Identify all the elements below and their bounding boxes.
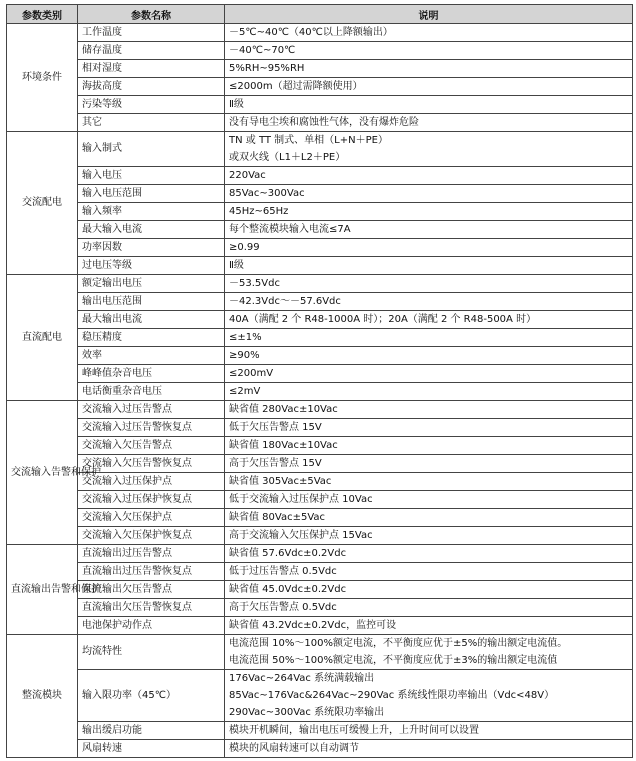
param-name-cell: 风扇转速 xyxy=(78,740,225,758)
desc-line: 45Hz~65Hz xyxy=(229,206,289,217)
param-name-cell: 输出电压范围 xyxy=(78,293,225,311)
param-desc-cell xyxy=(225,114,633,132)
desc-line: 缺省值 80Vac±5Vac xyxy=(229,512,326,523)
header-desc: 说明 xyxy=(225,5,633,24)
param-name-cell: 输入制式 xyxy=(78,132,225,167)
param-desc-cell xyxy=(225,293,633,311)
desc-line: 每个整流模块输入电流≤7A xyxy=(229,224,351,235)
desc-line: ≥0.99 xyxy=(229,242,260,253)
desc-line: 缺省值 180Vac±10Vac xyxy=(229,440,338,451)
table-row xyxy=(7,617,633,635)
param-desc-cell xyxy=(225,203,633,221)
param-desc-cell xyxy=(225,42,633,60)
desc-line: －42.3Vdc～－57.6Vdc xyxy=(229,296,341,307)
param-name-cell: 海拔高度 xyxy=(78,78,225,96)
desc-line: ≤2000m（超过需降额使用） xyxy=(229,81,363,92)
param-name-cell: 直流输出欠压告警点 xyxy=(78,581,225,599)
table-row xyxy=(7,722,633,740)
table-row xyxy=(7,132,633,167)
param-desc-cell xyxy=(225,383,633,401)
desc-line: 290Vac~300Vac 系统限功率输出 xyxy=(229,707,385,718)
param-name-cell: 输入频率 xyxy=(78,203,225,221)
param-desc-cell xyxy=(225,722,633,740)
param-name-cell: 相对湿度 xyxy=(78,60,225,78)
desc-line: TN 或 TT 制式、单相（L+N＋PE） xyxy=(229,135,388,146)
category-cell: 直流配电 xyxy=(7,275,78,401)
param-name-cell: 最大输入电流 xyxy=(78,221,225,239)
param-desc-cell xyxy=(225,509,633,527)
table-row xyxy=(7,670,633,722)
table-header-row xyxy=(7,5,633,24)
desc-line: 缺省值 45.0Vdc±0.2Vdc xyxy=(229,584,347,595)
param-name-cell: 电池保护动作点 xyxy=(78,617,225,635)
param-desc-cell xyxy=(225,545,633,563)
param-name-cell: 工作温度 xyxy=(78,24,225,42)
param-desc-cell xyxy=(225,670,633,722)
param-desc-cell xyxy=(225,419,633,437)
table-row xyxy=(7,563,633,581)
param-name-cell: 效率 xyxy=(78,347,225,365)
param-desc-cell xyxy=(225,635,633,670)
desc-line: 高于交流输入欠压保护点 15Vac xyxy=(229,530,373,541)
desc-line: 低于过压告警点 0.5Vdc xyxy=(229,566,337,577)
table-row xyxy=(7,239,633,257)
param-desc-cell xyxy=(225,132,633,167)
param-desc-cell xyxy=(225,185,633,203)
param-desc-cell xyxy=(225,617,633,635)
param-name-cell: 电话衡重杂音电压 xyxy=(78,383,225,401)
param-name-cell: 交流输入过压告警点 xyxy=(78,401,225,419)
param-name-cell: 输出缓启功能 xyxy=(78,722,225,740)
param-name-cell: 均流特性 xyxy=(78,635,225,670)
table-row xyxy=(7,167,633,185)
header-param: 参数名称 xyxy=(78,5,225,24)
param-desc-cell xyxy=(225,527,633,545)
param-name-cell: 其它 xyxy=(78,114,225,132)
param-desc-cell xyxy=(225,599,633,617)
category-cell: 交流配电 xyxy=(7,132,78,275)
desc-line: 电流范围 50%～100%额定电流，不平衡度应优于±3%的输出额定电流值 xyxy=(229,655,558,666)
table-row xyxy=(7,221,633,239)
table-row xyxy=(7,740,633,758)
param-name-cell: 交流输入欠压告警恢复点 xyxy=(78,455,225,473)
desc-line: ≤±1% xyxy=(229,332,262,343)
table-row xyxy=(7,635,633,670)
desc-line: 85Vac~176Vac&264Vac~290Vac 系统线性限功率输出（Vdc<48V） xyxy=(229,690,555,701)
table-row xyxy=(7,257,633,275)
table-row xyxy=(7,419,633,437)
param-name-cell: 稳压精度 xyxy=(78,329,225,347)
table-row xyxy=(7,293,633,311)
param-name-cell: 交流输入过压保护恢复点 xyxy=(78,491,225,509)
table-row xyxy=(7,114,633,132)
table-row xyxy=(7,24,633,42)
param-desc-cell xyxy=(225,60,633,78)
param-desc-cell xyxy=(225,740,633,758)
param-desc-cell xyxy=(225,221,633,239)
param-desc-cell xyxy=(225,401,633,419)
param-desc-cell xyxy=(225,473,633,491)
param-desc-cell xyxy=(225,491,633,509)
desc-line: 85Vac~300Vac xyxy=(229,188,305,199)
desc-line: －53.5Vdc xyxy=(229,278,280,289)
table-row xyxy=(7,60,633,78)
desc-line: 高于欠压告警点 15V xyxy=(229,458,322,469)
table-row xyxy=(7,473,633,491)
table-row xyxy=(7,347,633,365)
param-desc-cell xyxy=(225,239,633,257)
param-desc-cell xyxy=(225,78,633,96)
param-name-cell: 交流输入过压保护点 xyxy=(78,473,225,491)
table-row xyxy=(7,311,633,329)
table-row xyxy=(7,96,633,114)
desc-line: Ⅱ级 xyxy=(229,260,244,271)
table-row xyxy=(7,383,633,401)
param-desc-cell xyxy=(225,455,633,473)
table-row xyxy=(7,437,633,455)
desc-line: 40A（满配 2 个 R48-1000A 时）；20A（满配 2 个 R48-500A 时） xyxy=(229,314,537,325)
param-desc-cell xyxy=(225,167,633,185)
param-name-cell: 最大输出电流 xyxy=(78,311,225,329)
param-desc-cell xyxy=(225,347,633,365)
param-desc-cell xyxy=(225,365,633,383)
param-desc-cell xyxy=(225,563,633,581)
param-name-cell: 直流输出欠压告警恢复点 xyxy=(78,599,225,617)
table-row xyxy=(7,203,633,221)
param-desc-cell xyxy=(225,437,633,455)
param-name-cell: 污染等级 xyxy=(78,96,225,114)
desc-line: ≤2mV xyxy=(229,386,261,397)
param-name-cell: 输入电压 xyxy=(78,167,225,185)
param-name-cell: 交流输入欠压保护点 xyxy=(78,509,225,527)
param-desc-cell xyxy=(225,257,633,275)
table-row xyxy=(7,329,633,347)
table-row xyxy=(7,365,633,383)
desc-line: 缺省值 57.6Vdc±0.2Vdc xyxy=(229,548,347,559)
param-name-cell: 交流输入欠压保护恢复点 xyxy=(78,527,225,545)
table-row xyxy=(7,275,633,293)
desc-line: 缺省值 305Vac±5Vac xyxy=(229,476,332,487)
param-desc-cell xyxy=(225,96,633,114)
param-name-cell: 额定输出电压 xyxy=(78,275,225,293)
param-desc-cell xyxy=(225,581,633,599)
param-name-cell: 交流输入欠压告警点 xyxy=(78,437,225,455)
table-row xyxy=(7,599,633,617)
table-row xyxy=(7,42,633,60)
table-row xyxy=(7,455,633,473)
param-name-cell: 交流输入过压告警恢复点 xyxy=(78,419,225,437)
desc-line: ≥90% xyxy=(229,350,260,361)
param-name-cell: 功率因数 xyxy=(78,239,225,257)
param-name-cell: 直流输出过压告警点 xyxy=(78,545,225,563)
desc-line: 低于交流输入过压保护点 10Vac xyxy=(229,494,373,505)
param-name-cell: 输入限功率（45℃） xyxy=(78,670,225,722)
param-desc-cell xyxy=(225,275,633,293)
desc-line: 高于欠压告警点 0.5Vdc xyxy=(229,602,337,613)
category-cell: 环境条件 xyxy=(7,24,78,132)
desc-line: 或双火线（L1＋L2＋PE） xyxy=(229,152,346,163)
param-name-cell: 输入电压范围 xyxy=(78,185,225,203)
desc-line: 缺省值 280Vac±10Vac xyxy=(229,404,338,415)
desc-line: 模块的风扇转速可以自动调节 xyxy=(229,743,359,754)
table-row xyxy=(7,527,633,545)
param-name-cell: 过电压等级 xyxy=(78,257,225,275)
desc-line: 没有导电尘埃和腐蚀性气体，没有爆炸危险 xyxy=(229,117,419,128)
desc-line: －5℃~40℃（40℃以上降额输出） xyxy=(229,27,393,38)
category-cell: 整流模块 xyxy=(7,635,78,758)
spec-table xyxy=(6,4,633,758)
category-cell: 直流输出告警和保护 xyxy=(7,545,78,635)
header-category: 参数类别 xyxy=(7,5,78,24)
desc-line: 220Vac xyxy=(229,170,266,181)
param-desc-cell xyxy=(225,329,633,347)
table-row xyxy=(7,78,633,96)
desc-line: 模块开机瞬间，输出电压可缓慢上升，上升时间可以设置 xyxy=(229,725,479,736)
category-cell: 交流输入告警和保护 xyxy=(7,401,78,545)
param-name-cell: 峰峰值杂音电压 xyxy=(78,365,225,383)
desc-line: －40℃~70℃ xyxy=(229,45,296,56)
desc-line: 5%RH~95%RH xyxy=(229,63,305,74)
desc-line: 176Vac~264Vac 系统满载输出 xyxy=(229,673,375,684)
table-row xyxy=(7,491,633,509)
desc-line: 缺省值 43.2Vdc±0.2Vdc，监控可设 xyxy=(229,620,397,631)
table-body xyxy=(7,24,633,758)
table-row xyxy=(7,509,633,527)
table-row xyxy=(7,581,633,599)
param-desc-cell xyxy=(225,24,633,42)
desc-line: Ⅱ级 xyxy=(229,99,244,110)
table-row xyxy=(7,401,633,419)
desc-line: 电流范围 10%～100%额定电流，不平衡度应优于±5%的输出额定电流值。 xyxy=(229,638,568,649)
param-name-cell: 直流输出过压告警恢复点 xyxy=(78,563,225,581)
desc-line: ≤200mV xyxy=(229,368,274,379)
table-row xyxy=(7,545,633,563)
desc-line: 低于欠压告警点 15V xyxy=(229,422,322,433)
table-row xyxy=(7,185,633,203)
param-desc-cell xyxy=(225,311,633,329)
param-name-cell: 储存温度 xyxy=(78,42,225,60)
